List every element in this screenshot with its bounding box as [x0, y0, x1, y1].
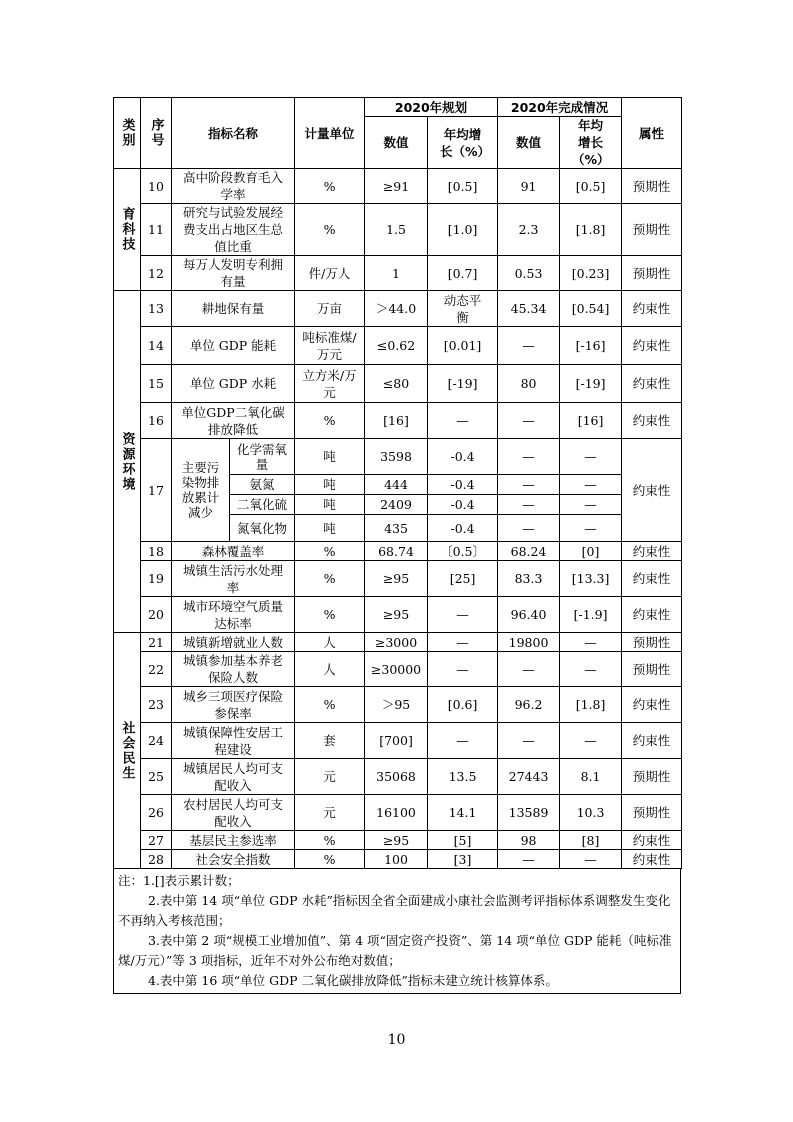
table-row	[114, 723, 682, 759]
row-name: 森林覆盖率	[172, 542, 295, 561]
row-plan-value: ≥30000	[365, 652, 428, 687]
header-seq: 序号	[141, 98, 172, 169]
row-actual-value: 0.53	[498, 256, 560, 291]
category-soc: 社会民生	[114, 633, 141, 869]
header-actual-value: 数值	[498, 117, 560, 169]
sub-name: 氨氮	[230, 475, 295, 495]
row-actual-value: 19800	[498, 633, 560, 652]
sub-unit: 吨	[295, 495, 365, 515]
row-actual-growth: [0.54]	[560, 291, 622, 327]
sub-unit: 吨	[295, 439, 365, 475]
row-plan-growth: [0.7]	[428, 256, 498, 291]
row-unit: %	[295, 597, 365, 633]
row-plan-growth: —	[428, 403, 498, 439]
table-row	[114, 256, 682, 291]
row-actual-growth: [1.8]	[560, 204, 622, 256]
row-actual-growth: [-16]	[560, 327, 622, 365]
row-name: 城市环境空气质量达标率	[172, 597, 295, 633]
row-attr: 约束性	[622, 403, 682, 439]
row-name: 单位 GDP 水耗	[172, 365, 295, 403]
row-plan-value: 16100	[365, 795, 428, 831]
row-attr: 预期性	[622, 759, 682, 795]
row-actual-value: 2.3	[498, 204, 560, 256]
row-no: 21	[141, 633, 172, 652]
row-plan-value: ≥91	[365, 169, 428, 204]
row-no: 25	[141, 759, 172, 795]
row-actual-growth: [-1.9]	[560, 597, 622, 633]
row-unit: 人	[295, 652, 365, 687]
note-4: 4.表中第 16 项“单位 GDP 二氧化碳排放降低”指标未建立统计核算体系。	[148, 973, 558, 988]
row-actual-value: 13589	[498, 795, 560, 831]
row-actual-growth: —	[560, 633, 622, 652]
header-name: 指标名称	[172, 98, 295, 169]
note-1: 注：1.[]表示累计数；	[118, 873, 240, 888]
row-name: 城镇参加基本养老保险人数	[172, 652, 295, 687]
sub-unit: 吨	[295, 475, 365, 495]
row-no: 14	[141, 327, 172, 365]
table-row	[114, 365, 682, 403]
row-unit: 元	[295, 795, 365, 831]
row-name: 城镇新增就业人数	[172, 633, 295, 652]
row-actual-growth: 8.1	[560, 759, 622, 795]
row-no: 19	[141, 561, 172, 597]
row-actual-growth: —	[560, 723, 622, 759]
sub-unit: 吨	[295, 515, 365, 542]
row-name: 单位 GDP 能耗	[172, 327, 295, 365]
row-plan-growth: —	[428, 633, 498, 652]
row-plan-growth: 〔0.5〕	[428, 542, 498, 561]
row-no: 23	[141, 687, 172, 723]
table-row	[114, 403, 682, 439]
row-actual-growth: [8]	[560, 831, 622, 850]
row-unit: %	[295, 561, 365, 597]
row-plan-value: [16]	[365, 403, 428, 439]
row-attr: 约束性	[622, 291, 682, 327]
header-unit: 计量单位	[295, 98, 365, 169]
sub-plan-value: 444	[365, 475, 428, 495]
sub-actual-growth: —	[560, 475, 622, 495]
row-plan-growth: —	[428, 597, 498, 633]
row-actual-growth: —	[560, 850, 622, 869]
row-attr: 约束性	[622, 687, 682, 723]
row-attr: 约束性	[622, 831, 682, 850]
row-unit: %	[295, 403, 365, 439]
table-row	[114, 759, 682, 795]
row-actual-growth: [0.5]	[560, 169, 622, 204]
table-row	[114, 439, 682, 475]
row-plan-growth: 动态平衡	[428, 291, 498, 327]
row-name: 城镇居民人均可支配收入	[172, 759, 295, 795]
row-plan-growth: [3]	[428, 850, 498, 869]
row-unit: 人	[295, 633, 365, 652]
row-name: 社会安全指数	[172, 850, 295, 869]
table-row	[114, 169, 682, 204]
row-unit: %	[295, 687, 365, 723]
row-plan-value: 1.5	[365, 204, 428, 256]
table-row	[114, 204, 682, 256]
row-plan-growth: [0.5]	[428, 169, 498, 204]
row-attr: 预期性	[622, 795, 682, 831]
row-actual-value: 96.40	[498, 597, 560, 633]
row-attr: 约束性	[622, 327, 682, 365]
sub-plan-growth: -0.4	[428, 515, 498, 542]
note-3: 3.表中第 2 项“规模工业增加值”、第 4 项“固定资产投资”、第 14 项“单位 GDP 能耗（吨标准煤/万元）”等 3 项指标，近年不对外公布绝对数值；	[118, 933, 672, 968]
row-plan-growth: 13.5	[428, 759, 498, 795]
sub-name: 化学需氧量	[230, 439, 295, 475]
row-name: 农村居民人均可支配收入	[172, 795, 295, 831]
sub-plan-growth: -0.4	[428, 439, 498, 475]
header-category: 类别	[114, 98, 141, 169]
row-plan-value: 68.74	[365, 542, 428, 561]
row-attr: 预期性	[622, 169, 682, 204]
row-plan-growth: [-19]	[428, 365, 498, 403]
row-actual-value: 68.24	[498, 542, 560, 561]
row-unit: 套	[295, 723, 365, 759]
row-attr: 预期性	[622, 204, 682, 256]
table-row	[114, 633, 682, 652]
row-actual-growth: 10.3	[560, 795, 622, 831]
row-unit: 立方米/万元	[295, 365, 365, 403]
row-no: 16	[141, 403, 172, 439]
header-attr: 属性	[622, 98, 682, 169]
category-edu: 育科技	[114, 169, 141, 291]
row-actual-value: —	[498, 850, 560, 869]
sub-actual-growth: —	[560, 495, 622, 515]
row-unit: %	[295, 542, 365, 561]
row-unit: %	[295, 169, 365, 204]
row-unit: 元	[295, 759, 365, 795]
row-no: 28	[141, 850, 172, 869]
sub-actual-growth: —	[560, 515, 622, 542]
row-attr: 约束性	[622, 723, 682, 759]
table-row	[114, 327, 682, 365]
row-plan-value: ≥95	[365, 831, 428, 850]
row-plan-growth: [0.6]	[428, 687, 498, 723]
row-attr: 约束性	[622, 597, 682, 633]
sub-actual-value: —	[498, 495, 560, 515]
row-actual-value: —	[498, 652, 560, 687]
row-no: 18	[141, 542, 172, 561]
row-actual-value: 98	[498, 831, 560, 850]
sub-actual-value: —	[498, 515, 560, 542]
row-plan-value: [700]	[365, 723, 428, 759]
indicator-table-container	[113, 97, 681, 994]
header-plan-growth: 年均增长（%）	[428, 117, 498, 169]
row-no: 11	[141, 204, 172, 256]
row-actual-value: 45.34	[498, 291, 560, 327]
category-env: 资源环境	[114, 291, 141, 633]
row-plan-growth: [0.01]	[428, 327, 498, 365]
row-actual-value: 91	[498, 169, 560, 204]
indicator-table	[113, 97, 682, 869]
row-plan-value: ≤80	[365, 365, 428, 403]
row-attr: 预期性	[622, 256, 682, 291]
row-plan-value: ≥3000	[365, 633, 428, 652]
row-actual-growth: [16]	[560, 403, 622, 439]
row-attr: 约束性	[622, 850, 682, 869]
table-row	[114, 291, 682, 327]
table-row	[114, 687, 682, 723]
row-no: 22	[141, 652, 172, 687]
row-no: 27	[141, 831, 172, 850]
row-attr: 预期性	[622, 633, 682, 652]
row-actual-value: 80	[498, 365, 560, 403]
row-actual-value: —	[498, 327, 560, 365]
row-name: 城乡三项医疗保险参保率	[172, 687, 295, 723]
header-actual-group: 2020年完成情况	[498, 98, 622, 117]
row-unit: 件/万人	[295, 256, 365, 291]
row-no: 20	[141, 597, 172, 633]
row-name: 每万人发明专利拥有量	[172, 256, 295, 291]
row-name: 城镇生活污水处理率	[172, 561, 295, 597]
row-plan-value: ＞95	[365, 687, 428, 723]
row-plan-value: ≥95	[365, 561, 428, 597]
row-name: 高中阶段教育毛入学率	[172, 169, 295, 204]
row-plan-value: ≤0.62	[365, 327, 428, 365]
row-attr: 约束性	[622, 365, 682, 403]
row-plan-growth: [5]	[428, 831, 498, 850]
row-unit: %	[295, 850, 365, 869]
row-name: 研究与试验发展经费支出占地区生总值比重	[172, 204, 295, 256]
row-unit: %	[295, 204, 365, 256]
row-actual-value: —	[498, 723, 560, 759]
table-row	[114, 652, 682, 687]
row-plan-value: ＞44.0	[365, 291, 428, 327]
sub-plan-growth: -0.4	[428, 475, 498, 495]
row-attr: 约束性	[622, 561, 682, 597]
row-actual-growth: [0.23]	[560, 256, 622, 291]
sub-name: 二氧化硫	[230, 495, 295, 515]
header-actual-growth: 年均增长（%）	[560, 117, 622, 169]
row-no: 26	[141, 795, 172, 831]
table-row	[114, 831, 682, 850]
header-plan-value: 数值	[365, 117, 428, 169]
row-unit: 吨标准煤/万元	[295, 327, 365, 365]
row-unit: %	[295, 831, 365, 850]
row-actual-value: 83.3	[498, 561, 560, 597]
header-plan-group: 2020年规划	[365, 98, 498, 117]
row-plan-value: ≥95	[365, 597, 428, 633]
row-no: 24	[141, 723, 172, 759]
table-row	[114, 597, 682, 633]
row-plan-growth: —	[428, 723, 498, 759]
row-no: 12	[141, 256, 172, 291]
row-attr: 约束性	[622, 542, 682, 561]
row-plan-value: 1	[365, 256, 428, 291]
row-actual-growth: [-19]	[560, 365, 622, 403]
sub-plan-value: 435	[365, 515, 428, 542]
table-row	[114, 542, 682, 561]
table-row	[114, 850, 682, 869]
row-no: 15	[141, 365, 172, 403]
row-actual-growth: [0]	[560, 542, 622, 561]
row-name: 基层民主参选率	[172, 831, 295, 850]
sub-actual-value: —	[498, 475, 560, 495]
row-no: 13	[141, 291, 172, 327]
sub-plan-growth: -0.4	[428, 495, 498, 515]
row-no: 17	[141, 439, 172, 542]
note-2: 2.表中第 14 项“单位 GDP 水耗”指标因全省全面建成小康社会监测考评指标体系调整发生变化不再纳入考核范围；	[118, 893, 671, 928]
row-actual-value: 27443	[498, 759, 560, 795]
row-name: 耕地保有量	[172, 291, 295, 327]
row-plan-value: 35068	[365, 759, 428, 795]
row-unit: 万亩	[295, 291, 365, 327]
row-plan-growth: —	[428, 652, 498, 687]
sub-actual-growth: —	[560, 439, 622, 475]
row-group-name: 主要污染物排放累计减少	[172, 439, 230, 542]
row-actual-growth: —	[560, 652, 622, 687]
row-actual-growth: [13.3]	[560, 561, 622, 597]
table-row	[114, 795, 682, 831]
row-actual-value: —	[498, 403, 560, 439]
row-name: 城镇保障性安居工程建设	[172, 723, 295, 759]
row-plan-value: 100	[365, 850, 428, 869]
row-actual-growth: [1.8]	[560, 687, 622, 723]
sub-actual-value: —	[498, 439, 560, 475]
page-number: 10	[387, 1032, 406, 1048]
sub-plan-value: 3598	[365, 439, 428, 475]
row-actual-value: 96.2	[498, 687, 560, 723]
row-plan-growth: [1.0]	[428, 204, 498, 256]
table-notes	[113, 869, 681, 994]
table-row	[114, 561, 682, 597]
sub-name: 氮氧化物	[230, 515, 295, 542]
row-plan-growth: [25]	[428, 561, 498, 597]
row-attr: 约束性	[622, 439, 682, 542]
row-attr: 预期性	[622, 652, 682, 687]
row-plan-growth: 14.1	[428, 795, 498, 831]
sub-plan-value: 2409	[365, 495, 428, 515]
row-no: 10	[141, 169, 172, 204]
row-name: 单位GDP二氧化碳排放降低	[172, 403, 295, 439]
